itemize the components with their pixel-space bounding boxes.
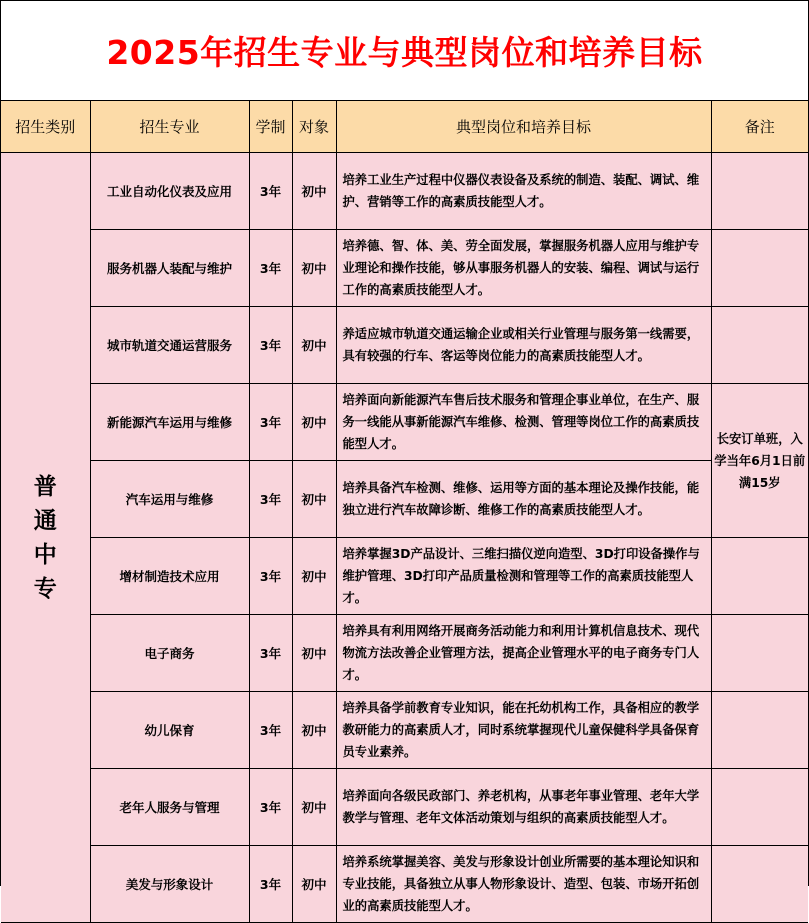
table-row: [1, 769, 808, 846]
target-cell: 初中: [292, 692, 336, 769]
target-cell: 初中: [292, 230, 336, 307]
category-char: 通: [33, 507, 57, 534]
target-cell: 初中: [292, 384, 336, 461]
major-cell: 老年人服务与管理: [90, 769, 249, 846]
major-cell: 电子商务: [90, 615, 249, 692]
goal-cell: 养适应城市轨道交通运输企业或相关行业管理与服务第一线需要，具有较强的行车、客运等岗位能力的高素质技能型人才。: [336, 307, 711, 384]
duration-cell: 3年: [249, 384, 292, 461]
major-cell: 增材制造技术应用: [90, 538, 249, 615]
note-cell: [711, 538, 808, 615]
duration-cell: 3年: [249, 769, 292, 846]
table-row: [1, 307, 808, 384]
duration-cell: 3年: [249, 461, 292, 538]
duration-cell: 3年: [249, 307, 292, 384]
category-char: 中: [33, 541, 57, 568]
header-major: 招生专业: [90, 101, 249, 153]
major-cell: 幼儿保育: [90, 692, 249, 769]
duration-cell: 3年: [249, 538, 292, 615]
note-cell: [711, 307, 808, 384]
note-cell: [711, 230, 808, 307]
note-cell: [711, 615, 808, 692]
note-cell: [711, 692, 808, 769]
table-row: [1, 692, 808, 769]
note-cell-merged: 长安订单班，入学当年6月1日前满15岁: [711, 384, 808, 538]
duration-cell: 3年: [249, 153, 292, 230]
target-cell: 初中: [292, 461, 336, 538]
table-row: [1, 615, 808, 692]
target-cell: 初中: [292, 153, 336, 230]
goal-cell: 培养面向各级民政部门、养老机构，从事老年事业管理、老年大学教学与管理、老年文体活动策划与组织的高素质技能型人才。: [336, 769, 711, 846]
note-cell: [711, 846, 808, 923]
note-cell: [711, 153, 808, 230]
header-target: 对象: [292, 101, 336, 153]
target-cell: 初中: [292, 769, 336, 846]
major-cell: 新能源汽车运用与维修: [90, 384, 249, 461]
table-row: [1, 153, 808, 230]
goal-cell: 培养德、智、体、美、劳全面发展，掌握服务机器人应用与维护专业理论和操作技能，够从事服务机器人的安装、编程、调试与运行工作的高素质技能型人才。: [336, 230, 711, 307]
table-row: [1, 846, 808, 923]
table-row: [1, 461, 808, 538]
note-cell: [711, 769, 808, 846]
header-goal: 典型岗位和培养目标: [336, 101, 711, 153]
goal-cell: 培养面向新能源汽车售后技术服务和管理企事业单位，在生产、服务一线能从事新能源汽车维修、检测、管理等岗位工作的高素质技能型人才。: [336, 384, 711, 461]
major-cell: 美发与形象设计: [90, 846, 249, 923]
table-row: [1, 538, 808, 615]
major-cell: 汽车运用与维修: [90, 461, 249, 538]
target-cell: 初中: [292, 307, 336, 384]
goal-cell: 培养具有利用网络开展商务活动能力和利用计算机信息技术、现代物流方法改善企业管理方法，提高企业管理水平的电子商务专门人才。: [336, 615, 711, 692]
header-duration: 学制: [249, 101, 292, 153]
target-cell: 初中: [292, 846, 336, 923]
table-row: [1, 230, 808, 307]
goal-cell: 培养具备汽车检测、维修、运用等方面的基本理论及操作技能，能独立进行汽车故障诊断、维修工作的高素质技能型人才。: [336, 461, 711, 538]
admissions-table: [1, 101, 808, 923]
goal-cell: 培养掌握3D产品设计、三维扫描仪逆向造型、3D打印设备操作与维护管理、3D打印产品质量检测和管理等工作的高素质技能型人才。: [336, 538, 711, 615]
goal-cell: 培养具备学前教育专业知识，能在托幼机构工作，具备相应的教学教研能力的高素质人才，同时系统掌握现代儿童保健科学具备保育员专业素养。: [336, 692, 711, 769]
target-cell: 初中: [292, 615, 336, 692]
header-note: 备注: [711, 101, 808, 153]
duration-cell: 3年: [249, 615, 292, 692]
duration-cell: 3年: [249, 692, 292, 769]
category-cell: [1, 153, 90, 923]
header-row: [1, 101, 808, 153]
page-title: 2025年招生专业与典型岗位和培养目标: [1, 1, 808, 101]
table-row: [1, 384, 808, 461]
major-cell: 城市轨道交通运营服务: [90, 307, 249, 384]
duration-cell: 3年: [249, 230, 292, 307]
category-char: 普: [33, 473, 57, 500]
goal-cell: 培养系统掌握美容、美发与形象设计创业所需要的基本理论知识和专业技能，具备独立从事人物形象设计、造型、包装、市场开拓创业的高素质技能型人才。: [336, 846, 711, 923]
major-cell: 工业自动化仪表及应用: [90, 153, 249, 230]
category-char: 专: [33, 575, 57, 602]
header-category: 招生类别: [1, 101, 90, 153]
target-cell: 初中: [292, 538, 336, 615]
major-cell: 服务机器人装配与维护: [90, 230, 249, 307]
duration-cell: 3年: [249, 846, 292, 923]
goal-cell: 培养工业生产过程中仪器仪表设备及系统的制造、装配、调试、维护、营销等工作的高素质技能型人才。: [336, 153, 711, 230]
